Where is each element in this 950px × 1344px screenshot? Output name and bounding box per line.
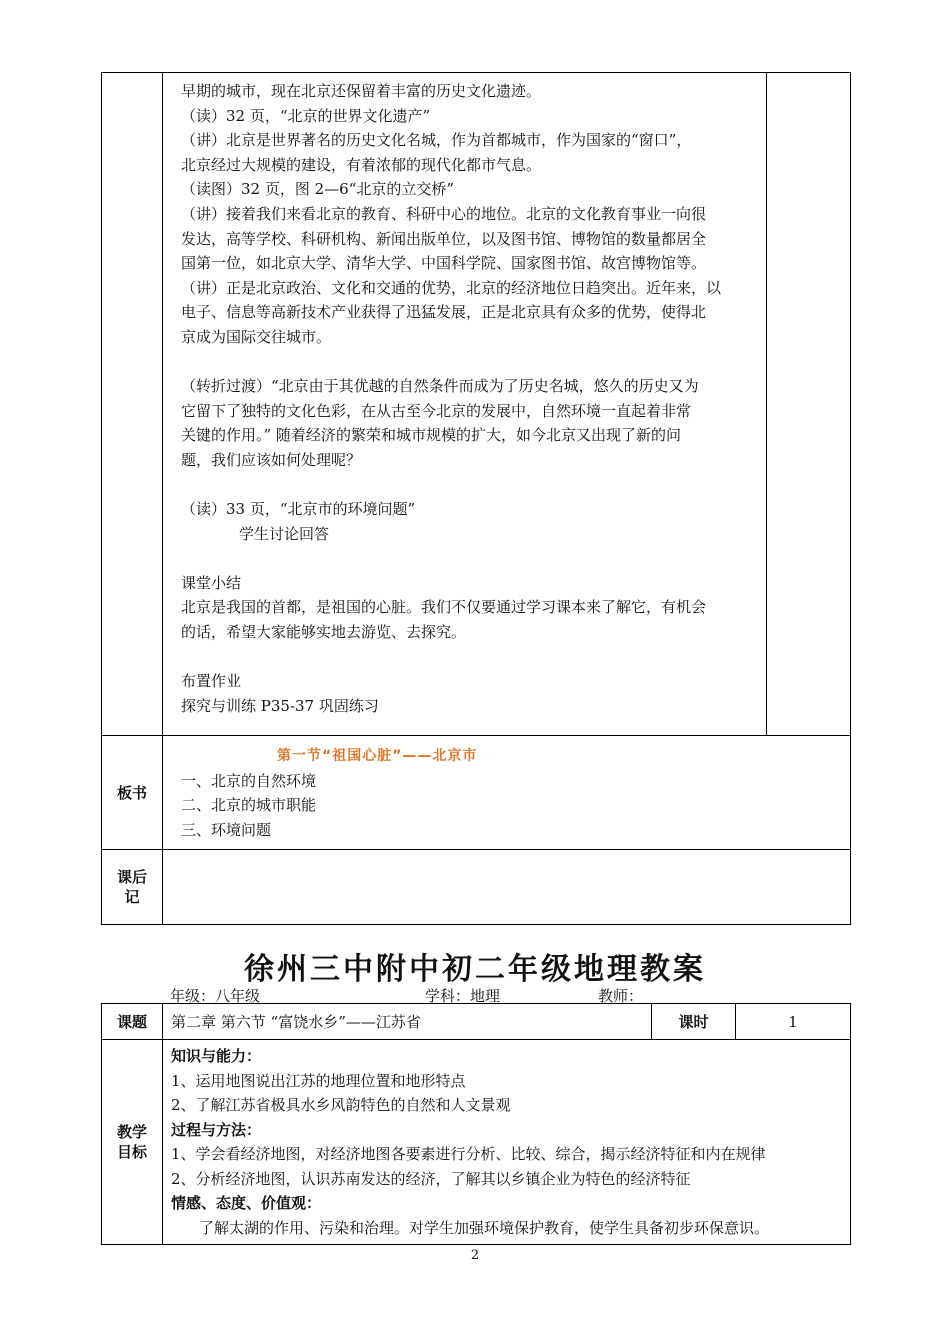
- values-heading: 情感、态度、价值观：: [171, 1194, 322, 1212]
- blank-line: [181, 473, 756, 498]
- process-heading: 过程与方法：: [171, 1120, 262, 1139]
- teacher-field: 教师：: [598, 987, 644, 1005]
- procedure-content: [163, 73, 767, 736]
- page-number: 2: [470, 1248, 480, 1263]
- blank-line: [181, 350, 756, 375]
- content-line: （读）32 页，“北京的世界文化遗产”: [181, 106, 431, 125]
- notes-cell: [767, 73, 851, 736]
- content-line: （读）33 页，“北京市的环境问题”: [181, 500, 416, 519]
- blank-line: [181, 645, 756, 670]
- board-item: 一、北京的自然环境: [181, 771, 317, 790]
- subject-field: 学科：地理: [425, 987, 501, 1005]
- reflection-row: [102, 850, 851, 925]
- reflection-content: [163, 850, 851, 925]
- goals-row: [102, 1040, 851, 1245]
- content-line: 学生讨论回答: [239, 524, 330, 543]
- content-line: （转折过渡）“北京由于其优越的自然条件而成为了历史名城，悠久的历史又为: [181, 377, 699, 396]
- content-line: 题，我们应该如何处理呢？: [181, 450, 362, 469]
- content-line: 京成为国际交往城市。: [181, 327, 332, 346]
- content-line: 早期的城市，现在北京还保留着丰富的历史文化遗迹。: [181, 82, 542, 100]
- summary-heading: 课堂小结: [181, 573, 242, 592]
- board-row: [102, 736, 851, 850]
- content-line: 国第一位，如北京大学、清华大学、中国科学院、国家图书馆、故宫博物馆等。: [181, 254, 707, 273]
- goal-item: 2、了解江苏省极具水乡风韵特色的自然和人文景观: [171, 1096, 511, 1114]
- topic-value: 第二章 第六节 “富饶水乡”——江苏省: [163, 1004, 652, 1040]
- knowledge-heading: 知识与能力：: [171, 1047, 262, 1065]
- content-line: 北京是我国的首都，是祖国的心脏。我们不仅要通过学习课本来了解它，有机会: [181, 598, 707, 617]
- goals-label: 教学目标: [102, 1040, 163, 1245]
- homework-heading: 布置作业: [181, 672, 242, 691]
- content-line: （讲）北京是世界著名的历史文化名城，作为首都城市，作为国家的“窗口”，: [181, 131, 692, 150]
- document-title: 徐州三中附中初二年级地理教案: [244, 952, 706, 987]
- content-line: 它留下了独特的文化色彩，在从古至今北京的发展中，自然环境一直起着非常: [181, 401, 692, 420]
- goal-item: 了解太湖的作用、污染和治理。对学生加强环境保护教育，使学生具备初步环保意识。: [199, 1218, 770, 1237]
- grade-field: 年级：八年级: [170, 987, 261, 1005]
- topic-label: 课题: [102, 1004, 163, 1040]
- content-line: （讲）正是北京政治、文化和交通的优势，北京的经济地位日趋突出。近年来，以: [181, 278, 722, 297]
- hours-value: 1: [736, 1004, 851, 1040]
- procedure-row: [102, 73, 851, 736]
- content-line: 的话，希望大家能够实地去游览、去探究。: [181, 623, 467, 642]
- lesson-plan-table: [101, 1003, 851, 1245]
- reflection-label: 课后记: [102, 850, 163, 925]
- goal-item: 1、运用地图说出江苏的地理位置和地形特点: [171, 1071, 466, 1090]
- board-label: 板书: [102, 736, 163, 850]
- content-line: 北京经过大规模的建设，有着浓郁的现代化都市气息。: [181, 155, 542, 174]
- goal-item: 1、学会看经济地图，对经济地图各要素进行分析、比较、综合，揭示经济特征和内在规律: [171, 1145, 766, 1163]
- blank-label-cell: [102, 73, 163, 736]
- content-line: （读图）32 页，图 2—6“北京的立交桥”: [181, 180, 455, 199]
- topic-row: [102, 1004, 851, 1040]
- content-line: 电子、信息等高新技术产业获得了迅猛发展，正是北京具有众多的优势，使得北: [181, 303, 707, 322]
- goal-item: 2、分析经济地图，认识苏南发达的经济，了解其以乡镇企业为特色的经济特征: [171, 1169, 691, 1188]
- hours-label: 课时: [652, 1004, 736, 1040]
- board-item: 二、北京的城市职能: [181, 796, 317, 815]
- board-content: [163, 736, 851, 850]
- board-title: 第一节“祖国心脏”——北京市: [277, 748, 478, 764]
- content-line: 关键的作用。” 随着经济的繁荣和城市规模的扩大，如今北京又出现了新的问: [181, 426, 681, 445]
- lesson-table-continued: [101, 72, 851, 925]
- board-item: 三、环境问题: [181, 820, 272, 839]
- goals-content: [163, 1040, 851, 1245]
- blank-line: [181, 546, 756, 571]
- content-line: 发达，高等学校、科研机构、新闻出版单位，以及图书馆、博物馆的数量都居全: [181, 229, 707, 248]
- content-line: 探究与训练 P35-37 巩固练习: [181, 696, 379, 715]
- content-line: （讲）接着我们来看北京的教育、科研中心的地位。北京的文化教育事业一向很: [181, 204, 707, 223]
